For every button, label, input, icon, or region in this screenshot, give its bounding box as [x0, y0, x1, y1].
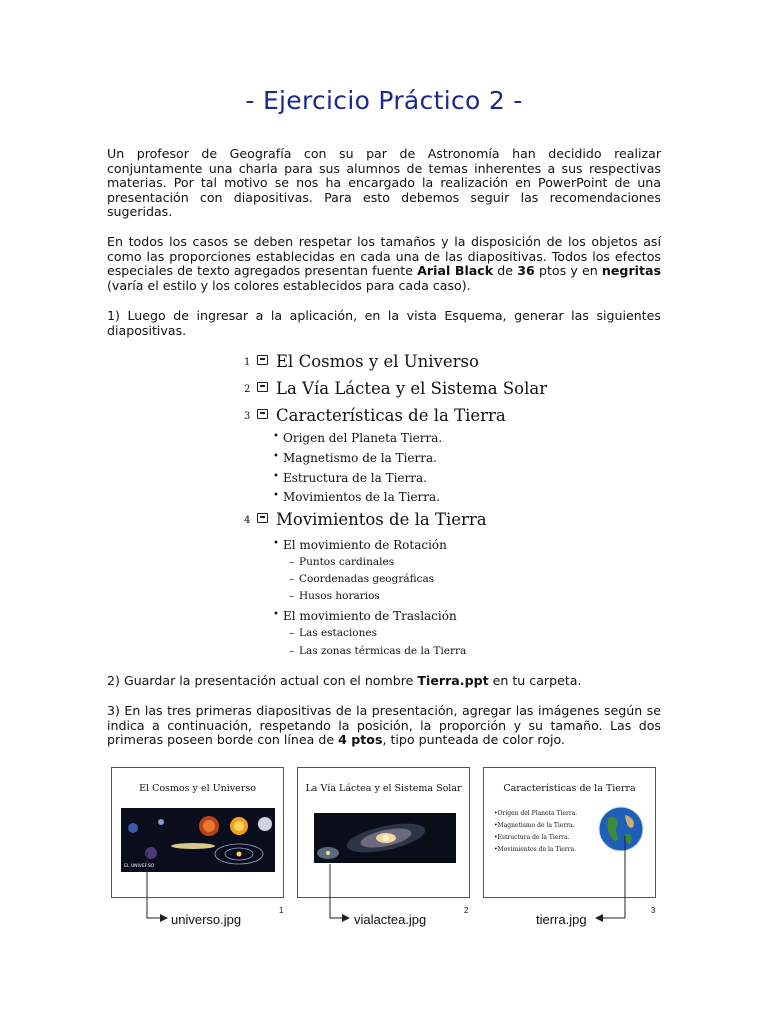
arrowhead-vialactea [342, 914, 350, 922]
slide-number-3: 3 [651, 906, 656, 915]
slide-title: La Vía Láctea y el Sistema Solar [276, 379, 548, 398]
arrowhead-universo [160, 914, 168, 922]
slide-title: Características de la Tierra [276, 406, 506, 425]
slide-thumbnail-bullet: • Magnetismo de la Tierra. [494, 820, 577, 832]
slide-thumbnail-title: El Cosmos y el Universo [139, 783, 256, 794]
step-text-a: Guardar la presentación actual con el nombre [119, 673, 418, 688]
step-text: Luego de ingresar a la aplicación, en la vista Esquema, generar las siguientes diapositivas. [107, 308, 661, 338]
slide-thumbnail-bullet: • Movimientos de la Tierra. [494, 844, 577, 856]
slide-number-2: 2 [464, 906, 469, 915]
outline-bullet: • El movimiento de Traslación [283, 609, 457, 623]
rules-text-c: ptos y en [534, 263, 602, 279]
step-text-b: en tu carpeta. [488, 673, 582, 688]
rules-text-a: En todos los casos se deben respetar los tamaños y la disposición de los objetos así como las proporciones establecidas en cada una de las diapositivas. Todos los efectos especiales de texto agregados presentan fuente [107, 234, 661, 279]
slide-title: El Cosmos y el Universo [276, 352, 479, 371]
bold-word: negritas [601, 263, 661, 279]
intro-paragraph: Un profesor de Geografía con su par de Astronomía han decidido realizar conjuntamente una charla para sus alumnos de temas inherentes a sus respectivas materias. Por tal motivo se nos ha encargado la realización en PowerPoint de una presentación con diapositivas. Para esto debemos seguir las recomendaciones sugeridas. [107, 146, 661, 220]
rules-text-d: (varía el estilo y los colores establecidos para cada caso). [107, 277, 471, 293]
document-title: - Ejercicio Práctico 2 - [245, 86, 523, 115]
outline-sub-bullet: – Husos horarios [299, 590, 380, 602]
outline-bullet: • Estructura de la Tierra. [283, 471, 427, 485]
step-number: 3) [107, 703, 120, 718]
outline-sub-bullet: – Las estaciones [299, 627, 377, 639]
outline-sub-bullet: – Coordenadas geográficas [299, 573, 434, 585]
outline-bullet: • Magnetismo de la Tierra. [283, 451, 437, 465]
slide-thumbnail-title: Características de la Tierra [503, 783, 636, 794]
font-name: Arial Black [417, 263, 494, 279]
step-number: 1) [107, 308, 120, 323]
arrow-universo [147, 852, 160, 918]
slide-number: 1 [244, 357, 251, 368]
arrowhead-tierra [595, 914, 603, 922]
filename: Tierra.ppt [417, 673, 489, 688]
slide-number: 2 [244, 384, 251, 395]
outline-bullet: • Movimientos de la Tierra. [283, 490, 440, 504]
step-number: 2) [107, 673, 120, 688]
slide-number: 3 [244, 411, 251, 422]
arrow-tierra [603, 836, 625, 918]
caption-universo: universo.jpg [171, 912, 242, 927]
font-size: 36 [517, 263, 535, 279]
universe-image-label: EL UNIVERSO [124, 864, 155, 869]
slide-number-1: 1 [279, 906, 284, 915]
slide-thumbnail-bullet: • Origen del Planeta Tierra. [494, 808, 577, 820]
slide-number: 4 [244, 515, 251, 526]
caption-vialactea: vialactea.jpg [354, 912, 427, 927]
outline-bullet: • El movimiento de Rotación [283, 538, 447, 552]
border-width: 4 ptos [338, 732, 383, 748]
slide-thumbnail-bullet: • Estructura de la Tierra. [494, 832, 577, 844]
outline-sub-bullet: – Las zonas térmicas de la Tierra [299, 645, 466, 657]
step-text-a: En las tres primeras diapositivas de la presentación, agregar las imágenes según se indica a continuación, respetando la posición, la proporción y su tamaño. Las dos primeras poseen borde con línea de [107, 703, 661, 748]
outline-bullet: • Origen del Planeta Tierra. [283, 431, 442, 445]
slide-thumbnail-title: La Vía Láctea y el Sistema Solar [305, 783, 462, 794]
caption-tierra: tierra.jpg [536, 912, 587, 927]
outline-sub-bullet: – Puntos cardinales [299, 556, 394, 568]
slide-title: Movimientos de la Tierra [276, 510, 487, 529]
step-text-b: , tipo punteada de color rojo. [382, 732, 566, 748]
arrow-vialactea [330, 864, 342, 918]
rules-text-b: de [493, 263, 518, 279]
